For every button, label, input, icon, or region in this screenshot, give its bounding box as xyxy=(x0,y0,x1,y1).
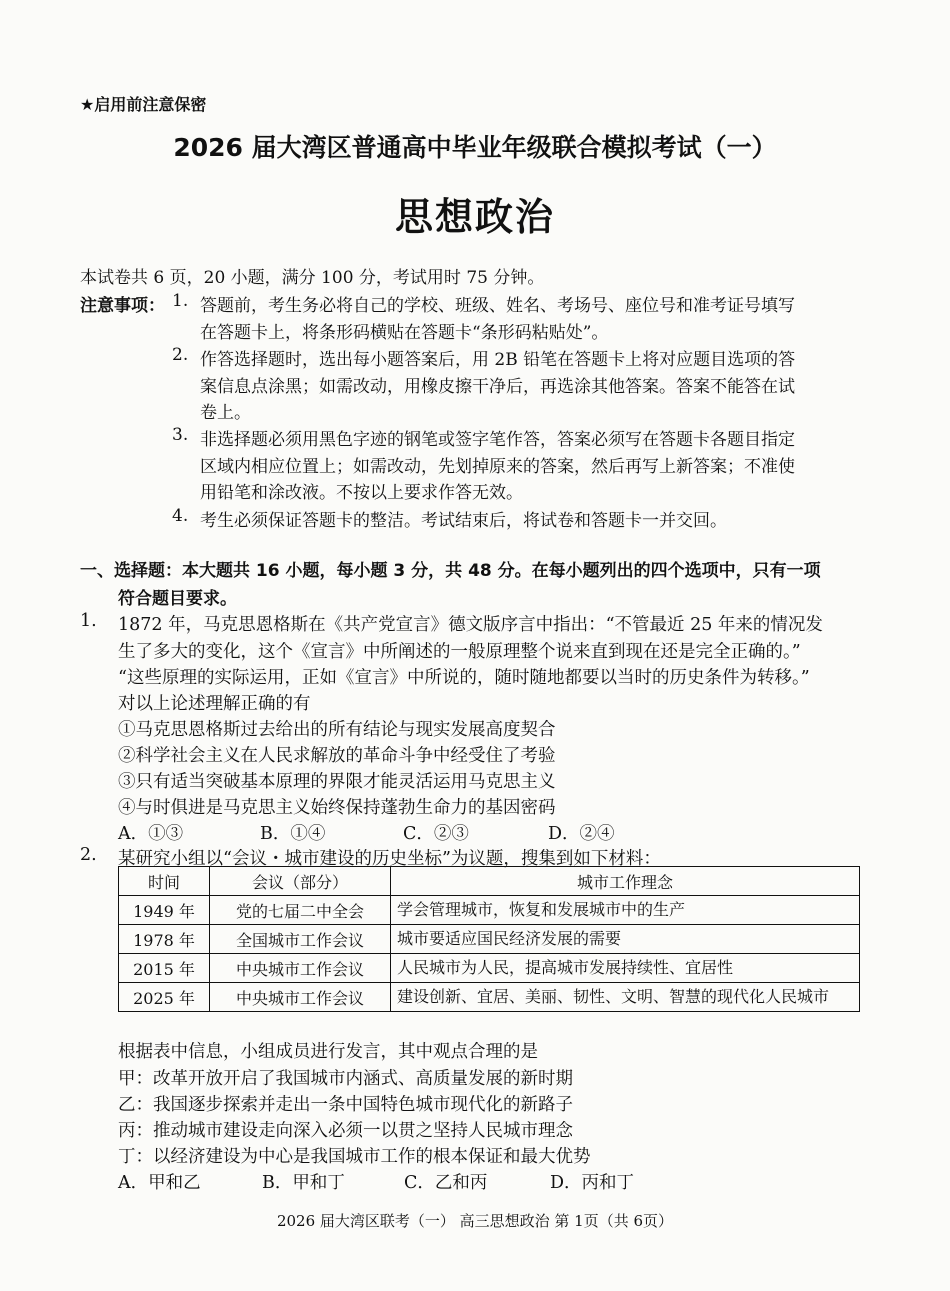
table-cell: 学会管理城市，恢复和发展城市中的生产 xyxy=(391,896,860,925)
table-cell: 城市要适应国民经济发展的需要 xyxy=(391,925,860,954)
answer-option[interactable]: A．①③ xyxy=(118,824,184,844)
note-line: 在答题卡上，将条形码横贴在答题卡“条形码粘贴处”。 xyxy=(200,323,609,343)
table-cell: 人民城市为人民，提高城市发展持续性、宜居性 xyxy=(391,954,860,983)
table-cell: 中央城市工作会议 xyxy=(210,954,391,983)
table-cell: 建设创新、宜居、美丽、韧性、文明、智慧的现代化人民城市 xyxy=(391,983,860,1012)
question-prompt: 根据表中信息，小组成员进行发言，其中观点合理的是 xyxy=(118,1042,538,1062)
note-number: 2. xyxy=(172,345,189,365)
note-line: 用铅笔和涂改液。不按以上要求作答无效。 xyxy=(200,483,523,503)
table-header-row xyxy=(119,867,860,896)
answer-option[interactable]: D．丙和丁 xyxy=(550,1173,635,1193)
statement: 甲：改革开放开启了我国城市内涵式、高质量发展的新时期 xyxy=(118,1069,573,1089)
table-cell: 全国城市工作会议 xyxy=(210,925,391,954)
section-heading: 符合题目要求。 xyxy=(118,589,237,609)
note-number: 3. xyxy=(172,425,189,445)
section-heading: 一、选择题：本大题共 16 小题，每小题 3 分，共 48 分。在每小题列出的四个选项中，只有一项 xyxy=(80,561,821,581)
statement: ④与时俱进是马克思主义始终保持蓬勃生命力的基因密码 xyxy=(118,798,556,818)
question-number: 1. xyxy=(80,611,97,631)
note-line: 区域内相应位置上；如需改动，先划掉原来的答案，然后再写上新答案；不准使 xyxy=(200,457,795,477)
table-row xyxy=(119,983,860,1012)
table-cell: 1978 年 xyxy=(119,925,210,954)
statement: 丙：推动城市建设走向深入必须一以贯之坚持人民城市理念 xyxy=(118,1121,573,1141)
answer-option[interactable]: C．②③ xyxy=(403,824,469,844)
statement: ①马克思恩格斯过去给出的所有结论与现实发展高度契合 xyxy=(118,720,556,740)
answer-option[interactable]: A．甲和乙 xyxy=(118,1173,201,1193)
table-cell: 2015 年 xyxy=(119,954,210,983)
notes-label: 注意事项： xyxy=(80,296,165,316)
note-line: 作答选择题时，选出每小题答案后，用 2B 铅笔在答题卡上将对应题目选项的答 xyxy=(200,350,796,370)
question-stem: “这些原理的实际运用，正如《宣言》中所说的，随时随地都要以当时的历史条件为转移。” xyxy=(118,668,810,688)
note-line: 答题前，考生务必将自己的学校、班级、姓名、考场号、座位号和准考证号填写 xyxy=(200,296,795,316)
statement: 乙：我国逐步探索并走出一条中国特色城市现代化的新路子 xyxy=(118,1095,573,1115)
table-cell: 2025 年 xyxy=(119,983,210,1012)
table-row xyxy=(119,896,860,925)
answer-option[interactable]: B．甲和丁 xyxy=(262,1173,345,1193)
exam-summary: 本试卷共 6 页，20 小题，满分 100 分，考试用时 75 分钟。 xyxy=(80,268,545,288)
table-cell: 中央城市工作会议 xyxy=(210,983,391,1012)
question-number: 2. xyxy=(80,845,97,865)
column-header: 时间 xyxy=(119,867,210,896)
answer-option[interactable]: D．②④ xyxy=(548,824,615,844)
note-number: 1. xyxy=(172,291,189,311)
statement: ②科学社会主义在人民求解放的革命斗争中经受住了考验 xyxy=(118,746,556,766)
confidential-notice: ★启用前注意保密 xyxy=(80,95,207,114)
table-row xyxy=(119,954,860,983)
column-header: 会议（部分） xyxy=(210,867,391,896)
note-line: 非选择题必须用黑色字迹的钢笔或签字笔作答，答案必须写在答题卡各题目指定 xyxy=(200,430,795,450)
page-footer: 2026 届大湾区联考（一） 高三思想政治 第 1页（共 6页） xyxy=(276,1212,674,1230)
question-stem: 对以上论述理解正确的有 xyxy=(118,694,311,714)
table-cell: 1949 年 xyxy=(119,896,210,925)
answer-option[interactable]: B．①④ xyxy=(260,824,326,844)
statement: 丁：以经济建设为中心是我国城市工作的根本保证和最大优势 xyxy=(118,1147,591,1167)
answer-option[interactable]: C．乙和丙 xyxy=(404,1173,488,1193)
note-line: 案信息点涂黑；如需改动，用橡皮擦干净后，再选涂其他答案。答案不能答在试 xyxy=(200,377,795,397)
city-meetings-table xyxy=(118,866,860,1012)
column-header: 城市工作理念 xyxy=(391,867,860,896)
question-stem: 生了多大的变化，这个《宣言》中所阐述的一般原理整个说来直到现在还是完全正确的。” xyxy=(118,642,801,662)
table-row xyxy=(119,925,860,954)
note-line: 考生必须保证答题卡的整洁。考试结束后，将试卷和答题卡一并交回。 xyxy=(200,511,727,531)
table-cell: 党的七届二中全会 xyxy=(210,896,391,925)
statement: ③只有适当突破基本原理的界限才能灵活运用马克思主义 xyxy=(118,772,556,792)
note-number: 4. xyxy=(172,506,189,526)
question-stem: 某研究小组以“会议・城市建设的历史坐标”为议题，搜集到如下材料： xyxy=(118,849,661,869)
subject-title: 思想政治 xyxy=(394,195,555,239)
exam-title: 2026 届大湾区普通高中毕业年级联合模拟考试（一） xyxy=(173,133,777,162)
note-line: 卷上。 xyxy=(200,403,251,423)
question-stem: 1872 年，马克思恩格斯在《共产党宣言》德文版序言中指出：“不管最近 25 年来的情况发 xyxy=(118,615,823,635)
